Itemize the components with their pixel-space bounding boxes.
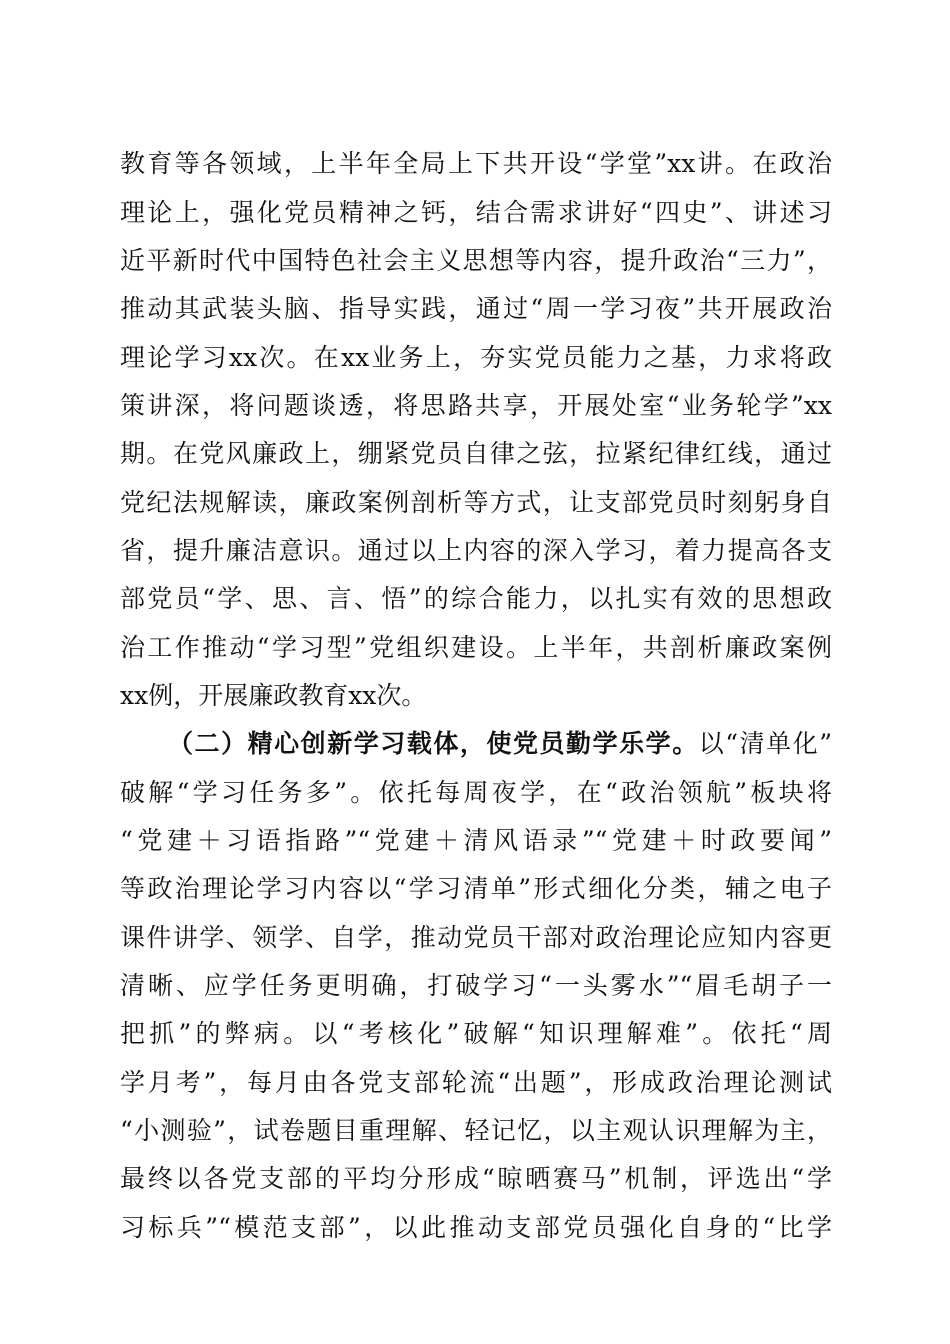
paragraph-2-first-line: [168, 725, 832, 763]
paragraph-2-line-4: 等政治理论学习内容以“学习清单”形式细化分类，辅之电子: [120, 874, 832, 903]
paragraph-1-line-2: 理论上，强化党员精神之钙，结合需求讲好“四史”、讲述习: [120, 198, 832, 227]
paragraph-1-line-3: 近平新时代中国特色社会主义思想等内容，提升政治“三力”，: [120, 246, 832, 275]
paragraph-2-line-7: 把抓”的弊病。以“考核化”破解“知识理解难”。依托“周: [120, 1019, 832, 1048]
paragraph-2-first-line-rest: 以“清单化”: [698, 729, 832, 758]
paragraph-1-line-11: 治工作推动“学习型”党组织建设。上半年，共剖析廉政案例: [120, 633, 832, 662]
paragraph-1-line-10: 部党员“学、思、言、悟”的综合能力，以扎实有效的思想政: [120, 584, 832, 613]
paragraph-2-line-11: 习标兵”“模范支部”，以此推动支部党员强化自身的“比学: [120, 1213, 832, 1242]
paragraph-1-line-4: 推动其武装头脑、指导实践，通过“周一学习夜”共开展政治: [120, 294, 832, 323]
paragraph-2-line-5: 课件讲学、领学、自学，推动党员干部对政治理论应知内容更: [120, 923, 832, 952]
paragraph-2-line-6: 清晰、应学任务更明确，打破学习“一头雾水”“眉毛胡子一: [120, 971, 832, 1000]
paragraph-2-line-3: “党建＋习语指路”“党建＋清风语录”“党建＋时政要闻”: [120, 826, 832, 855]
paragraph-2-line-10: 最终以各党支部的平均分形成“晾晒赛马”机制，评选出“学: [120, 1164, 832, 1193]
paragraph-1-line-12: xx例，开展廉政教育xx次。: [120, 681, 427, 710]
paragraph-2-line-8: 学月考”，每月由各党支部轮流“出题”，形成政治理论测试: [120, 1068, 832, 1097]
paragraph-2-line-9: “小测验”，试卷题目重理解、轻记忆，以主观认识理解为主，: [120, 1116, 832, 1145]
paragraph-1-line-5: 理论学习xx次。在xx业务上，夯实党员能力之基，力求将政: [120, 343, 832, 372]
section-heading: （二）精心创新学习载体，使党员勤学乐学。: [168, 729, 699, 758]
paragraph-2-line-2: 破解“学习任务多”。依托每周夜学，在“政治领航”板块将: [120, 778, 832, 807]
paragraph-1-line-7: 期。在党风廉政上，绷紧党员自律之弦，拉紧纪律红线，通过: [120, 439, 832, 468]
paragraph-1-line-6: 策讲深，将问题谈透，将思路共享，开展处室“业务轮学”xx: [120, 391, 832, 420]
paragraph-1-line-1: 教育等各领域，上半年全局上下共开设“学堂”xx讲。在政治: [120, 149, 832, 178]
paragraph-1-line-8: 党纪法规解读，廉政案例剖析等方式，让支部党员时刻躬身自: [120, 488, 832, 517]
paragraph-1-line-9: 省，提升廉洁意识。通过以上内容的深入学习，着力提高各支: [120, 536, 832, 565]
